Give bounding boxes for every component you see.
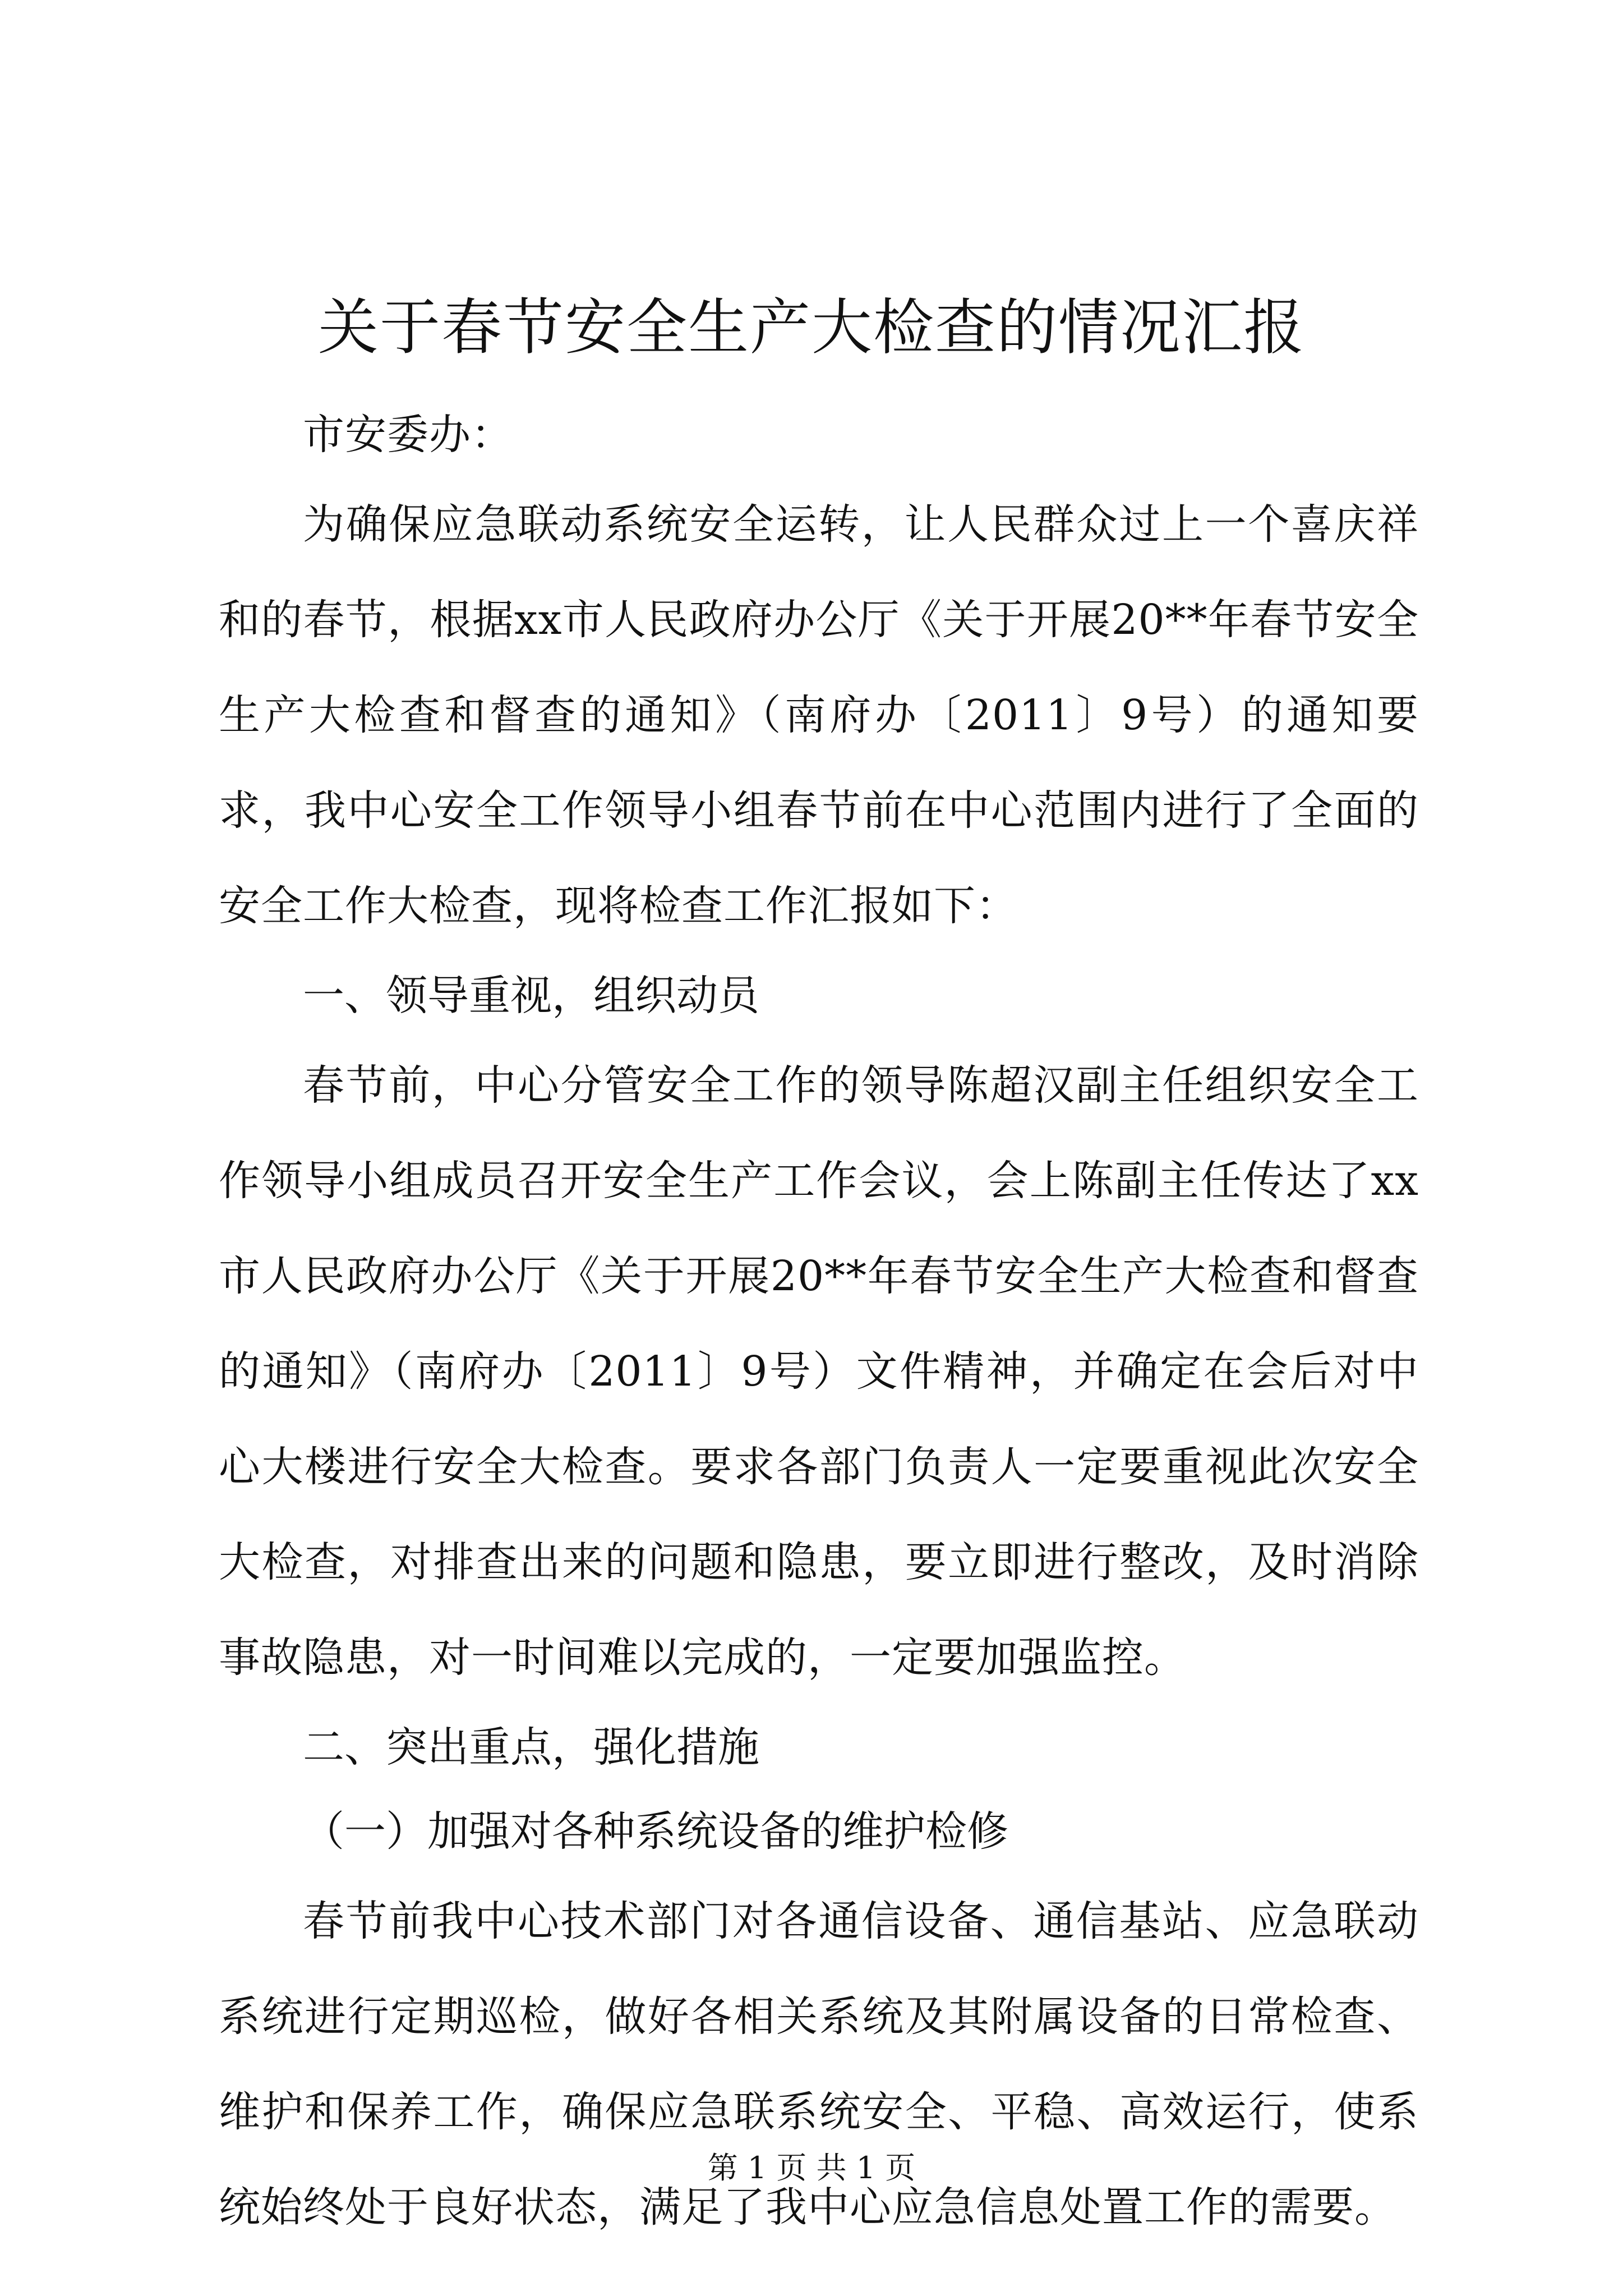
subsection-heading-1: （一）加强对各种系统设备的维护检修 (303, 1807, 1008, 1856)
document-body (219, 393, 1419, 2255)
document-title: 关于春节安全生产大检查的情况汇报 (317, 293, 1305, 363)
section-heading-1: 一、领导重视，组织动员 (303, 972, 759, 1020)
section-heading-2: 二、突出重点，强化措施 (303, 1723, 759, 1772)
section-1-paragraph: 春节前，中心分管安全工作的领导陈超汉副主任组织安全工作领导小组成员召开安全生产工作会议，会上陈副主任传达了xx市人民政府办公厅《关于开展20**年春节安全生产大检查和督查的通知》（南府办〔2011〕9号）文件精神，并确定在会后对中心大楼进行安全大检查。要求各部门负责人一定要重视此次安全大检查，对排查出来的问题和隐患，要立即进行整改，及时消除事故隐患，对一时间难以完成的，一定要加强监控。 (219, 1061, 1419, 1682)
page-footer: 第 1 页 共 1 页 (707, 2150, 916, 2185)
intro-paragraph: 为确保应急联动系统安全运转，让人民群众过上一个喜庆祥和的春节，根据xx市人民政府办公厅《关于开展20**年春节安全生产大检查和督查的通知》（南府办〔2011〕9号）的通知要求，我中心安全工作领导小组春节前在中心范围内进行了全面的安全工作大检查，现将检查工作汇报如下： (219, 500, 1419, 930)
addressee: 市安委办： (303, 411, 513, 459)
subsection-1-paragraph: 春节前我中心技术部门对各通信设备、通信基站、应急联动系统进行定期巡检，做好各相关系统及其附属设备的日常检查、维护和保养工作，确保应急联系统安全、平稳、高效运行，使系统始终处于良好状态，满足了我中心应急信息处置工作的需要。 (219, 1897, 1419, 2231)
